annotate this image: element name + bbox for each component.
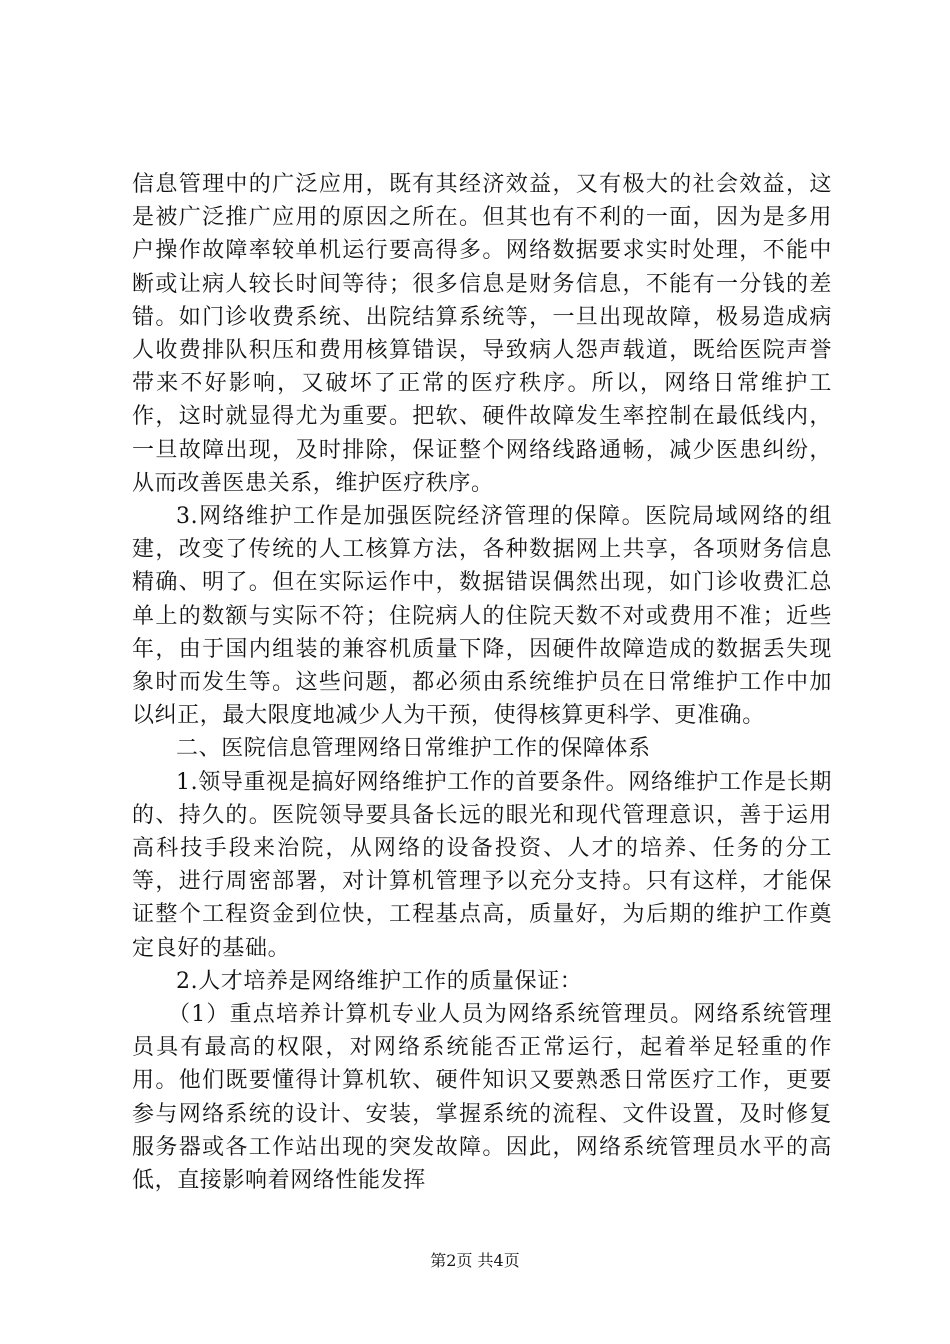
paragraph-continued: 信息管理中的广泛应用，既有其经济效益，又有极大的社会效益，这是被广泛推广应用的原因之所在。但其也有不利的一面，因为是多用户操作故障率较单机运行要高得多。网络数据要求实时处理，不能中断或让病人较长时间等待；很多信息是财务信息，不能有一分钱的差错。如门诊收费系统、出院结算系统等，一旦出现故障，极易造成病人收费排队积压和费用核算错误，导致病人怨声载道，既给医院声誉带来不好影响，又破坏了正常的医疗秩序。所以，网络日常维护工作，这时就显得尤为重要。把软、硬件故障发生率控制在最低线内，一旦故障出现，及时排除，保证整个网络线路通畅，减少医患纠纷，从而改善医患关系，维护医疗秩序。 [132,172,832,496]
paragraph-3: 3.网络维护工作是加强医院经济管理的保障。医院局域网络的组建，改变了传统的人工核算方法，各种数据网上共享，各项财务信息精确、明了。但在实际运作中，数据错误偶然出现，如门诊收费汇总单上的数额与实际不符；住院病人的住院天数不对或费用不准；近些年，由于国内组装的兼容机质量下降，因硬件故障造成的数据丢失现象时而发生等。这些问题，都必须由系统维护员在日常维护工作中加以纠正，最大限度地减少人为干预，使得核算更科学、更准确。 [132,504,832,729]
document-body [132,168,832,1197]
paragraph-subitem-1: （1）重点培养计算机专业人员为网络系统管理员。网络系统管理员具有最高的权限，对网络系统能否正常运行，起着举足轻重的作用。他们既要懂得计算机软、硬件知识又要熟悉日常医疗工作，更要参与网络系统的设计、安装，掌握系统的流程、文件设置，及时修复服务器或各工作站出现的突发故障。因此，网络系统管理员水平的高低，直接影响着网络性能发挥 [132,1002,832,1194]
section-heading-2: 二、医院信息管理网络日常维护工作的保障体系 [176,736,651,762]
paragraph-leadership: 1.领导重视是搞好网络维护工作的首要条件。网络维护工作是长期的、持久的。医院领导要具备长远的眼光和现代管理意识，善于运用高科技手段来治院，从网络的设备投资、人才的培养、任务的分工等，进行周密部署，对计算机管理予以充分支持。只有这样，才能保证整个工程资金到位快，工程基点高，质量好，为后期的维护工作奠定良好的基础。 [132,769,832,961]
page-number: 第2页 共4页 [430,1251,520,1270]
paragraph-talent: 2.人才培养是网络维护工作的质量保证： [176,968,583,994]
